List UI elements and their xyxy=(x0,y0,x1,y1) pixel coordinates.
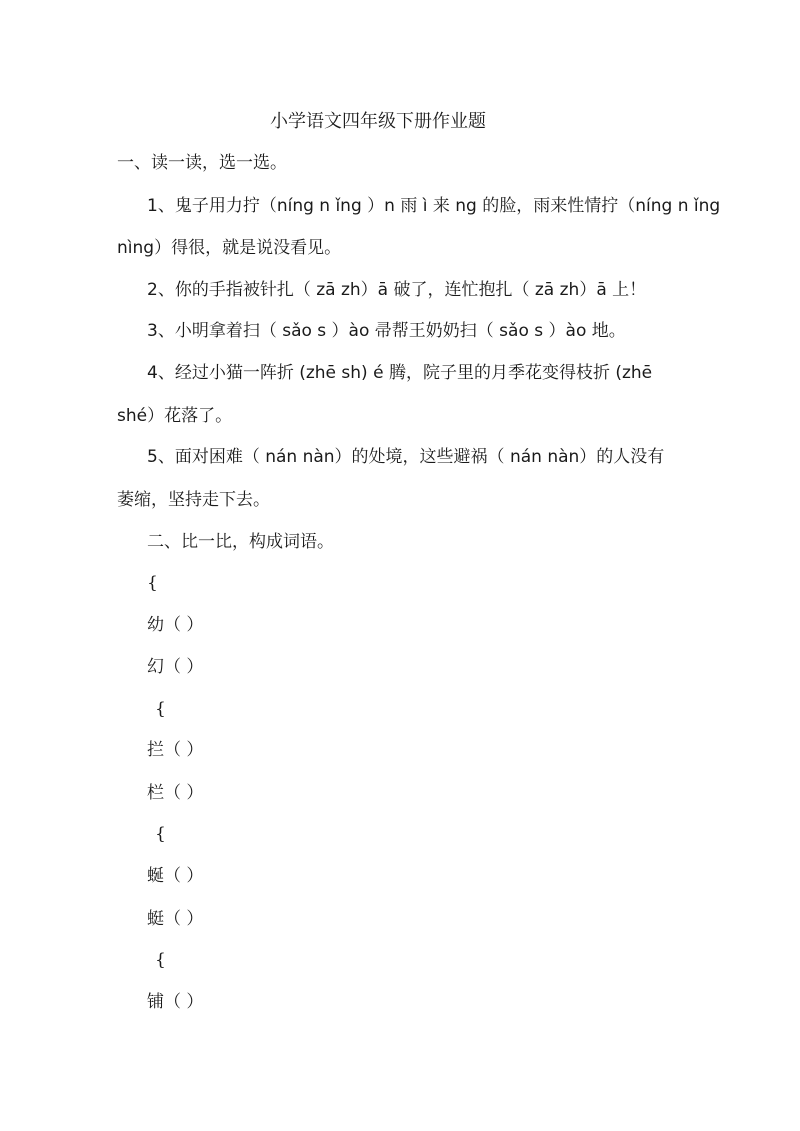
section-1-heading: 一、读一读，选一选。 xyxy=(117,153,287,173)
group-4-brace: { xyxy=(155,950,166,970)
page-title: 小学语文四年级下册作业题 xyxy=(270,111,486,132)
question-1-line-1: 1、鬼子用力拧（níng n ǐng ）n 雨 ì 来 ng 的脸，雨来性情拧（níng n ǐng xyxy=(147,196,721,216)
group-1-word-1: 幼（ ） xyxy=(147,615,204,635)
group-1-brace: { xyxy=(147,573,158,593)
question-2-line-1: 2、你的手指被针扎（ zā zh）ā 破了，连忙抱扎（ zā zh）ā 上！ xyxy=(147,280,647,300)
question-1-line-2: nìng）得很，就是说没看见。 xyxy=(117,238,342,258)
question-4-line-1: 4、经过小猫一阵折 (zhē sh) é 腾，院子里的月季花变得枝折 (zhē xyxy=(147,363,653,383)
question-5-line-1: 5、面对困难（ nán nàn）的处境，这些避祸（ nán nàn）的人没有 xyxy=(147,447,665,467)
group-2-brace: { xyxy=(155,699,166,719)
group-3-word-2: 蜓（ ） xyxy=(147,909,204,929)
question-4-line-2: shé）花落了。 xyxy=(117,406,233,426)
question-3-line-1: 3、小明拿着扫（ sǎo s ）ào 帚帮王奶奶扫（ sǎo s ）ào 地。 xyxy=(147,321,626,341)
group-3-brace: { xyxy=(155,824,166,844)
group-2-word-1: 拦（ ） xyxy=(147,740,204,760)
group-4-word-1: 铺（ ） xyxy=(147,992,204,1012)
group-2-word-2: 栏（ ） xyxy=(147,783,204,803)
group-3-word-1: 蜒（ ） xyxy=(147,866,204,886)
question-5-line-2: 萎缩，坚持走下去。 xyxy=(117,490,270,510)
group-1-word-2: 幻（ ） xyxy=(147,657,204,677)
section-2-heading: 二、比一比，构成词语。 xyxy=(147,532,334,552)
